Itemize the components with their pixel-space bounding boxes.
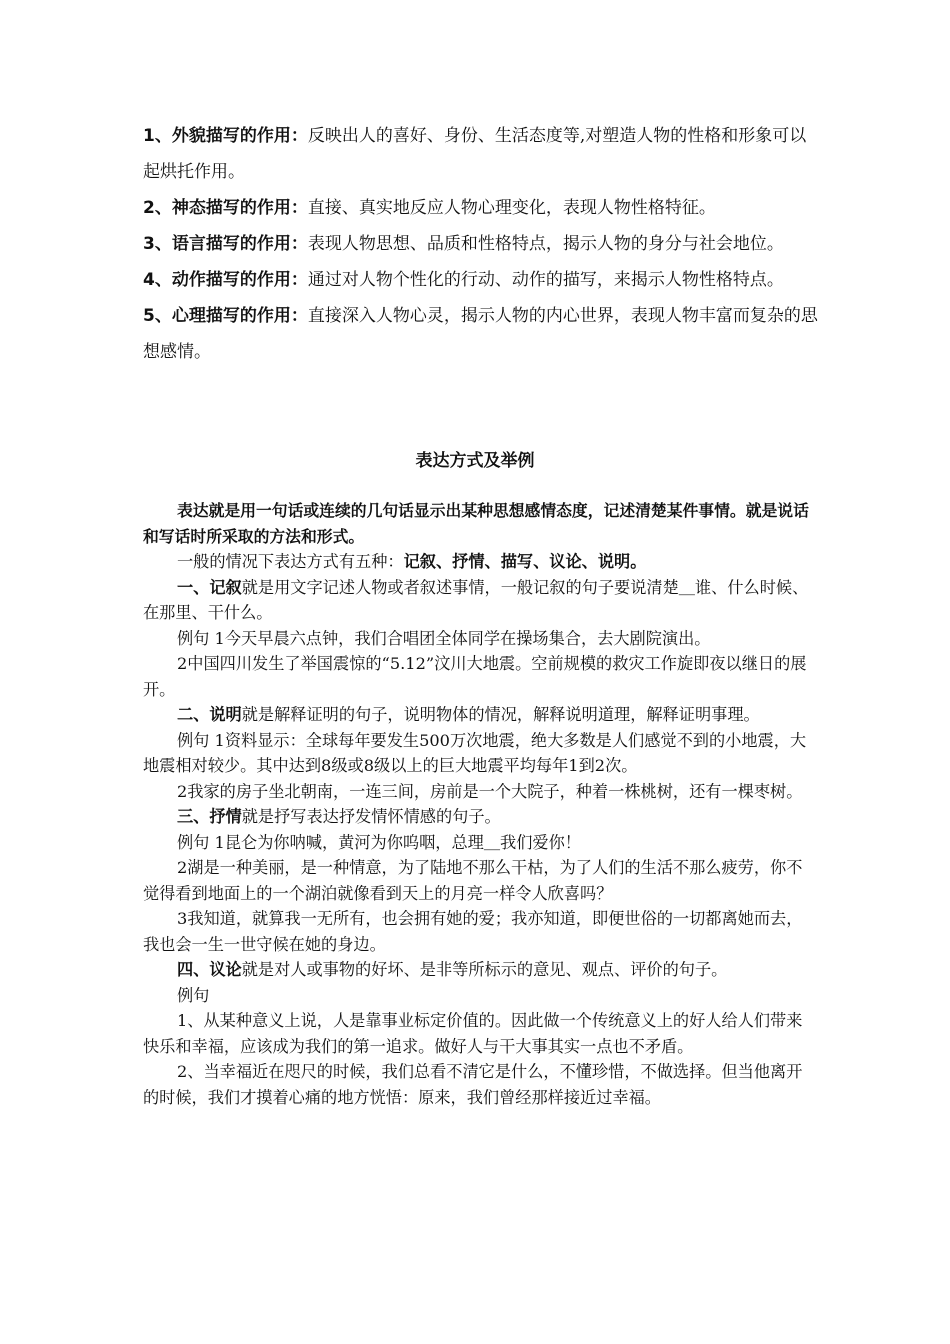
- subsection-number: 二、: [177, 705, 210, 724]
- subsection-narration: [143, 575, 818, 626]
- subsection-term: 议论: [209, 960, 242, 979]
- subsection-number: 四、: [177, 960, 210, 979]
- item-heading: 1、外貌描写的作用：: [143, 126, 308, 146]
- subsection-term: 说明: [209, 705, 242, 724]
- item-heading: 5、心理描写的作用：: [143, 306, 308, 326]
- subsection-argument: [143, 957, 818, 983]
- item-heading: 2、神态描写的作用：: [143, 198, 308, 218]
- list-item: [143, 298, 818, 370]
- subsection-explanation: [143, 702, 818, 728]
- expression-section: [143, 498, 818, 1110]
- description-functions-list: [143, 118, 818, 370]
- subsection-lyric: [143, 804, 818, 830]
- item-text: 直接深入人物心灵，揭示人物的内心世界，表现人物丰富而复杂的思想感情。: [143, 306, 818, 362]
- list-item: [143, 226, 818, 262]
- example-paragraph: 2湖是一种美丽，是一种情意，为了陆地不那么干枯，为了人们的生活不那么疲劳，你不觉得看到地面上的一个湖泊就像看到天上的月亮一样令人欣喜吗？: [143, 858, 803, 903]
- types-paragraph: [143, 549, 818, 575]
- example-paragraph: 2、当幸福近在咫尺的时候，我们总看不清它是什么，不懂珍惜，不做选择。但当他离开的时候，我们才摸着心痛的地方恍悟：原来，我们曾经那样接近过幸福。: [143, 1062, 803, 1107]
- types-list: 记叙、抒情、描写、议论、说明。: [403, 552, 647, 571]
- example-paragraph: 1、从某种意义上说，人是靠事业标定价值的。因此做一个传统意义上的好人给人们带来快乐和幸福，应该成为我们的第一追求。做好人与干大事其实一点也不矛盾。: [143, 1011, 803, 1056]
- item-heading: 3、语言描写的作用：: [143, 234, 308, 254]
- subsection-text: 就是用文字记述人物或者叙述事情，一般记叙的句子要说清楚＿谁、什么时候、在那里、干什么。: [143, 577, 809, 622]
- subsection-text: 就是抒写表达抒发情怀情感的句子。: [241, 807, 501, 826]
- subsection-text: 就是解释证明的句子，说明物体的情况，解释说明道理，解释证明事理。: [241, 705, 760, 724]
- subsection-text: 就是对人或事物的好坏、是非等所标示的意见、观点、评价的句子。: [241, 960, 728, 979]
- example-paragraph: 例句 1资料显示：全球每年要发生500万次地震，绝大多数是人们感觉不到的小地震，大地震相对较少。其中达到8级或8级以上的巨大地震平均每年1到2次。: [143, 730, 807, 775]
- item-heading: 4、动作描写的作用：: [143, 270, 308, 290]
- item-text: 直接、真实地反应人物心理变化，表现人物性格特征。: [307, 198, 716, 218]
- example-paragraph: 例句 1今天早晨六点钟，我们合唱团全体同学在操场集合，去大剧院演出。: [177, 628, 711, 648]
- subsection-number: 一、: [177, 577, 210, 597]
- section-title: 表达方式及举例: [415, 451, 535, 471]
- subsection-term: 记叙: [209, 577, 242, 597]
- subsection-number: 三、: [177, 807, 210, 826]
- example-label: 例句: [177, 985, 210, 1005]
- example-paragraph: 2我家的房子坐北朝南，一连三间，房前是一个大院子，种着一株桃树，还有一棵枣树。: [177, 781, 803, 801]
- types-prefix: 一般的情况下表达方式有五种：: [177, 552, 404, 571]
- list-item: [143, 190, 818, 226]
- example-paragraph: 2中国四川发生了举国震惊的“5.12”汶川大地震。空前规模的救灾工作旋即夜以继日的展开。: [143, 654, 807, 699]
- item-text: 通过对人物个性化的行动、动作的描写，来揭示人物性格特点。: [307, 270, 784, 290]
- example-paragraph: 例句 1昆仑为你呐喊，黄河为你呜咽，总理＿我们爱你！: [177, 832, 581, 852]
- list-item: [143, 118, 818, 190]
- item-text: 反映出人的喜好、身份、生活态度等,对塑造人物的性格和形象可以起烘托作用。: [143, 126, 807, 182]
- item-text: 表现人物思想、品质和性格特点，揭示人物的身分与社会地位。: [307, 234, 784, 254]
- subsection-term: 抒情: [209, 807, 242, 826]
- intro-paragraph: 表达就是用一句话或连续的几句话显示出某种思想感情态度，记述清楚某件事情。就是说话和写话时所采取的方法和形式。: [143, 501, 809, 546]
- list-item: [143, 262, 818, 298]
- example-paragraph: 3我知道，就算我一无所有，也会拥有她的爱；我亦知道，即便世俗的一切都离她而去，我也会一生一世守候在她的身边。: [143, 909, 803, 954]
